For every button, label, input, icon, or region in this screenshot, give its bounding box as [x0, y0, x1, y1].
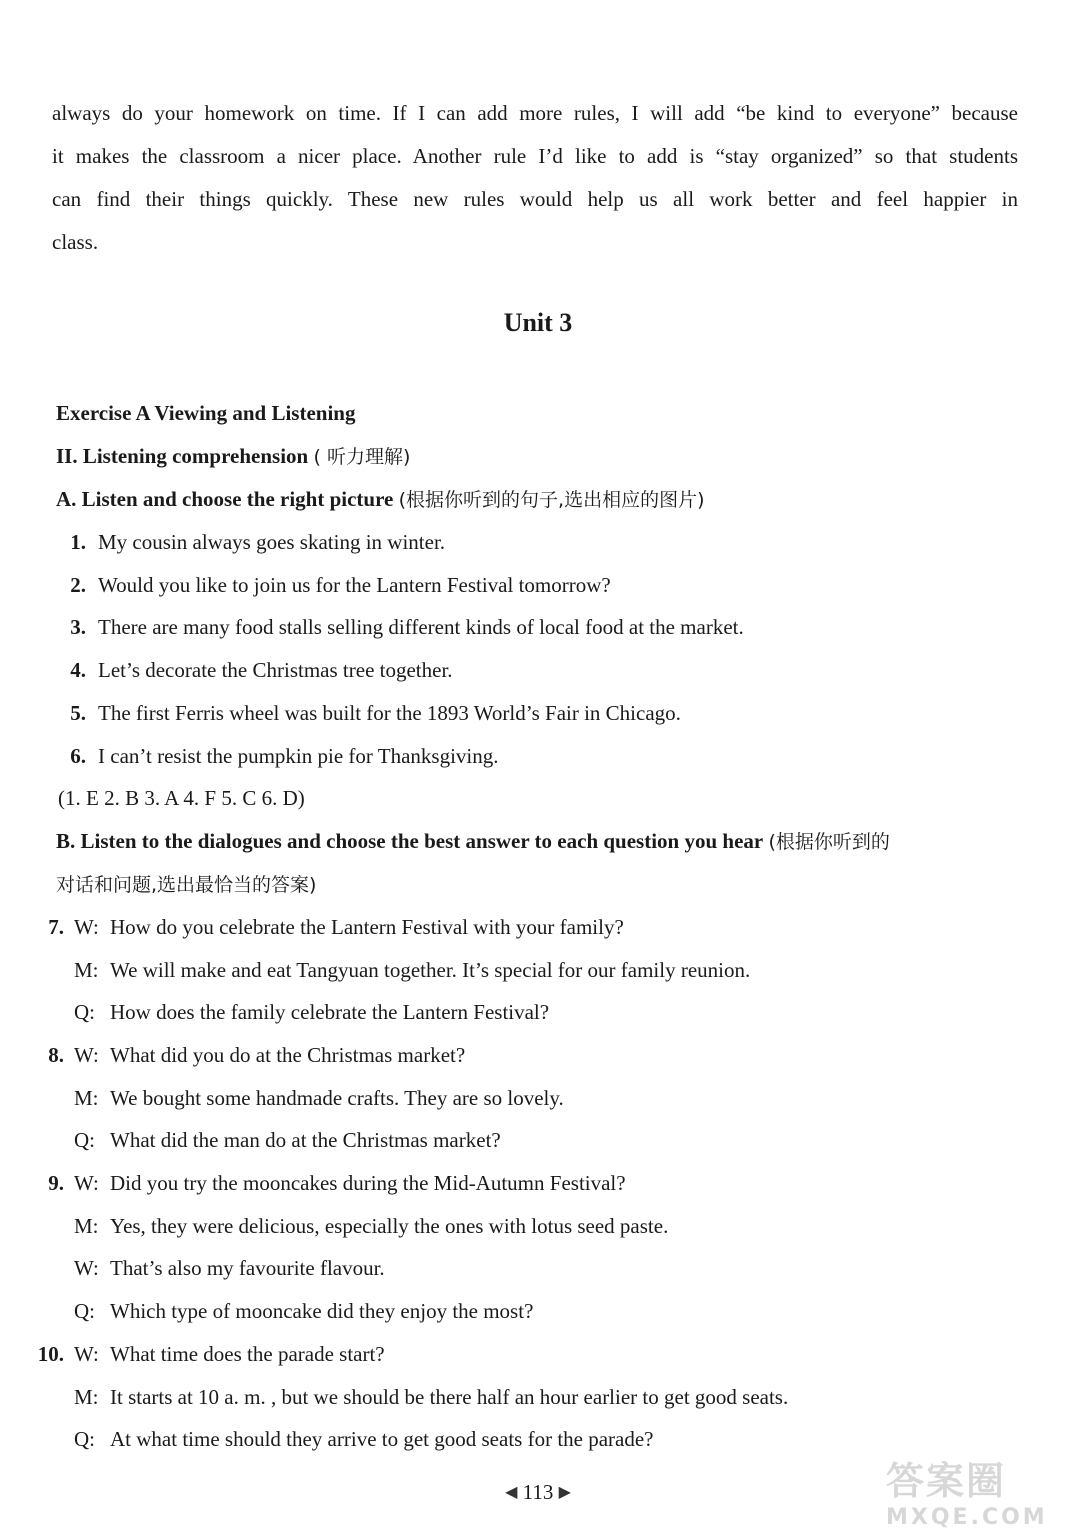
speaker-label: M: — [74, 1086, 99, 1110]
section-heading-en: II. Listening comprehension — [56, 444, 309, 468]
item-number: 1. — [70, 530, 86, 554]
part-a-heading — [56, 484, 705, 515]
speaker-label: M: — [74, 958, 99, 982]
item-text: I can’t resist the pumpkin pie for Thanksgiving. — [98, 744, 499, 768]
speaker-label: Q: — [74, 1427, 95, 1451]
watermark-text: 答案圈 — [886, 1459, 1007, 1503]
item-text: The first Ferris wheel was built for the 1893 World’s Fair in Chicago. — [98, 701, 681, 725]
dialogue-number: 9. — [48, 1171, 64, 1195]
dialogue-text: It starts at 10 a. m. , but we should be there half an hour earlier to get good seats. — [110, 1385, 789, 1409]
item-text: My cousin always goes skating in winter. — [98, 530, 446, 554]
item-text: There are many food stalls selling different kinds of local food at the market. — [98, 615, 744, 639]
dialogue-number: 7. — [48, 915, 64, 939]
speaker-label: Q: — [74, 1128, 95, 1152]
intro-line: class. — [52, 230, 99, 254]
part-a-heading-en: A. Listen and choose the right picture — [56, 487, 394, 511]
item-number: 4. — [70, 658, 86, 682]
dialogue-number: 10. — [37, 1342, 64, 1366]
speaker-label: M: — [74, 1214, 99, 1238]
unit-title: Unit 3 — [503, 308, 573, 337]
dialogue-text: How does the family celebrate the Lantern Festival? — [110, 1000, 550, 1024]
list-item — [56, 612, 744, 642]
dialogue-text: Did you try the mooncakes during the Mid-Autumn Festival? — [110, 1171, 626, 1195]
item-number: 5. — [70, 701, 86, 725]
dialogue-line — [74, 1125, 501, 1155]
item-text: Would you like to join us for the Lantern Festival tomorrow? — [98, 573, 611, 597]
dialogue-text: Yes, they were delicious, especially the ones with lotus seed paste. — [110, 1214, 669, 1238]
part-b-heading-cont — [56, 869, 316, 900]
dialogue-line — [74, 1083, 564, 1113]
dialogue-line — [74, 955, 750, 985]
section-heading-cn: ( 听力理解) — [313, 446, 411, 468]
dialogue-line — [74, 997, 549, 1027]
part-b-heading-cn: (根据你听到的 — [768, 831, 890, 853]
dialogue-text: We will make and eat Tangyuan together. It’s special for our family reunion. — [110, 958, 751, 982]
list-item — [56, 741, 499, 771]
part-b-heading-cn: 对话和问题,选出最恰当的答案) — [56, 874, 317, 896]
part-b-heading — [56, 826, 890, 857]
page-number: 113 — [522, 1480, 554, 1504]
dialogue-text: How do you celebrate the Lantern Festival with your family? — [110, 915, 624, 939]
watermark-logo — [886, 1450, 1056, 1530]
list-item — [56, 570, 611, 600]
speaker-label: Q: — [74, 1299, 95, 1323]
triangle-right-icon: ▶ — [558, 1484, 571, 1501]
intro-line: always do your homework on time. If I can add more rules, I will add “be kind to everyone” because — [52, 101, 1018, 125]
dialogue-number: 8. — [48, 1043, 64, 1067]
item-number: 3. — [70, 615, 86, 639]
intro-line: can find their things quickly. These new rules would help us all work better and feel happier in — [52, 187, 1018, 211]
dialogue-line — [74, 1296, 533, 1326]
dialogue-line — [28, 1339, 385, 1369]
dialogue-text: What did the man do at the Christmas market? — [110, 1128, 501, 1152]
speaker-label: M: — [74, 1385, 99, 1409]
list-item — [56, 655, 453, 685]
item-number: 6. — [70, 744, 86, 768]
item-text: Let’s decorate the Christmas tree together. — [98, 658, 453, 682]
item-number: 2. — [70, 573, 86, 597]
dialogue-text: We bought some handmade crafts. They are so lovely. — [110, 1086, 564, 1110]
dialogue-text: That’s also my favourite flavour. — [110, 1256, 385, 1280]
triangle-left-icon: ◀ — [505, 1484, 518, 1501]
dialogue-line — [28, 1040, 465, 1070]
part-a-heading-cn: (根据你听到的句子,选出相应的图片) — [398, 489, 705, 511]
speaker-label: W: — [74, 915, 99, 939]
dialogue-line — [74, 1382, 788, 1412]
dialogue-text: At what time should they arrive to get good seats for the parade? — [110, 1427, 654, 1451]
intro-line: it makes the classroom a nicer place. Another rule I’d like to add is “stay organized” so that students — [52, 144, 1018, 168]
speaker-label: W: — [74, 1342, 99, 1366]
dialogue-text: What time does the parade start? — [110, 1342, 385, 1366]
speaker-label: W: — [74, 1256, 99, 1280]
speaker-label: Q: — [74, 1000, 95, 1024]
dialogue-line — [74, 1424, 654, 1454]
section-heading — [56, 441, 410, 472]
dialogue-line — [28, 912, 624, 942]
dialogue-line — [74, 1211, 668, 1241]
watermark-url: MXQE.COM — [886, 1505, 1048, 1530]
exercise-heading: Exercise A Viewing and Listening — [56, 401, 356, 425]
dialogue-text: Which type of mooncake did they enjoy the most? — [110, 1299, 534, 1323]
speaker-label: W: — [74, 1043, 99, 1067]
dialogue-line — [28, 1168, 626, 1198]
part-b-heading-en: B. Listen to the dialogues and choose the best answer to each question you hear — [56, 829, 764, 853]
intro-paragraph — [52, 92, 1018, 264]
dialogue-text: What did you do at the Christmas market? — [110, 1043, 466, 1067]
speaker-label: W: — [74, 1171, 99, 1195]
list-item — [56, 698, 681, 728]
list-item — [56, 527, 445, 557]
part-a-answers: (1. E 2. B 3. A 4. F 5. C 6. D) — [58, 786, 305, 810]
dialogue-line — [74, 1253, 385, 1283]
